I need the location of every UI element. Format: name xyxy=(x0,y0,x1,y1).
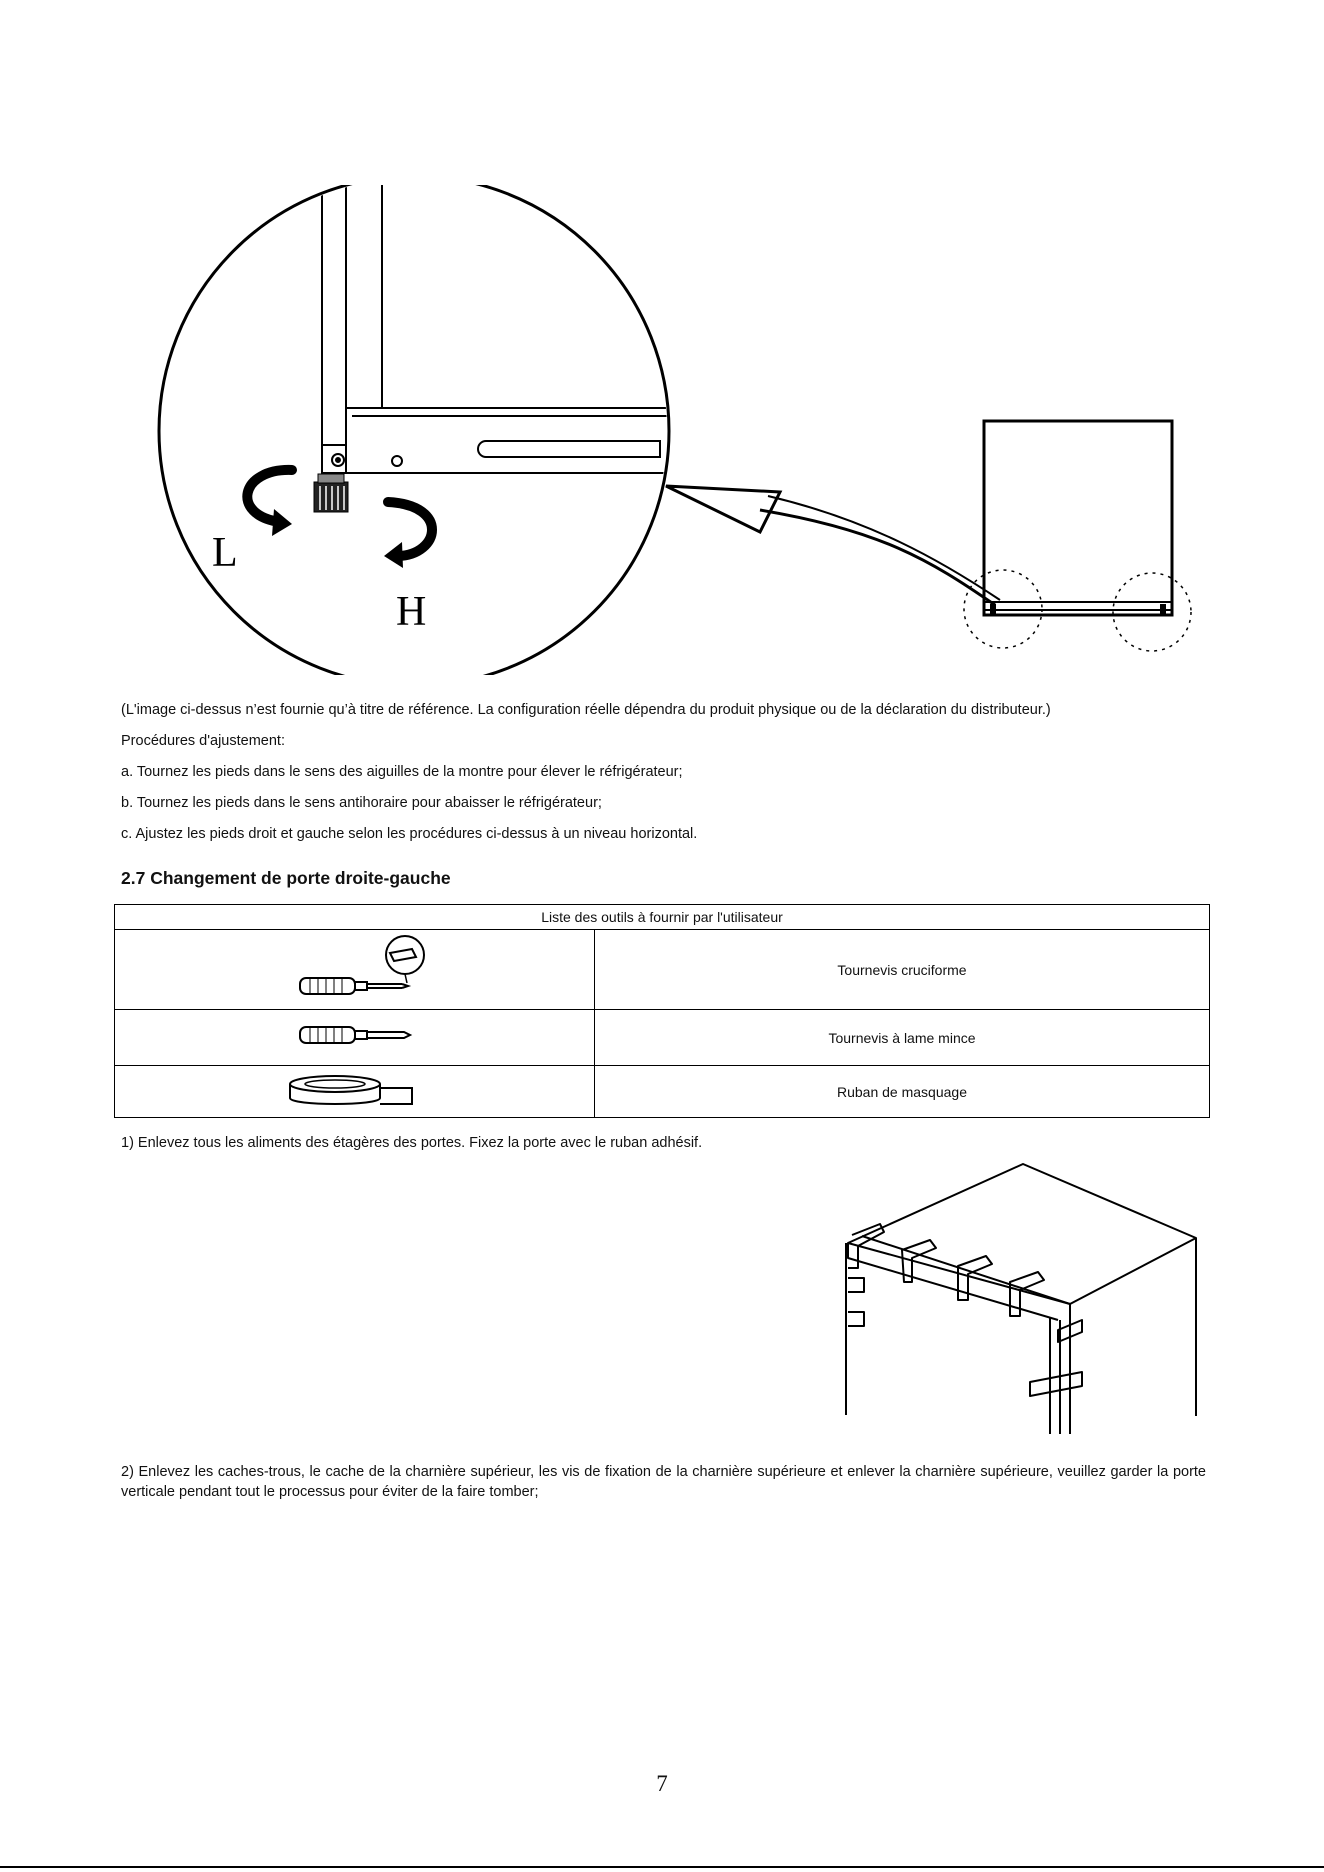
fridge-taped-illustration xyxy=(840,1160,1210,1440)
flat-screwdriver-icon xyxy=(280,1021,430,1051)
label-high: H xyxy=(396,589,427,635)
figure-caption: (L'image ci-dessus n’est fournie qu’à titre de référence. La configuration réelle dépendra du produit physique ou de la déclaration du distributeur.) xyxy=(121,702,1051,718)
table-row xyxy=(115,930,1210,1010)
leveling-feet-illustration xyxy=(150,185,1200,675)
step-2-text: 2) Enlevez les caches-trous, le cache de la charnière supérieur, les vis de fixation de la charnière supérieure et enlever la charnière supérieure, veuillez garder la porte verticale pendant tout le processus pour éviter de la faire tomber; xyxy=(121,1464,1206,1500)
tools-table xyxy=(114,904,1210,1118)
tools-table-header: Liste des outils à fournir par l'utilisateur xyxy=(115,905,1210,930)
tool-name-tape: Ruban de masquage xyxy=(595,1066,1210,1118)
procedure-step-c: c. Ajustez les pieds droit et gauche selon les procédures ci-dessus à un niveau horizontal. xyxy=(121,826,698,842)
phillips-screwdriver-icon xyxy=(280,933,430,1003)
procedure-step-b: b. Tournez les pieds dans le sens antihoraire pour abaisser le réfrigérateur; xyxy=(121,795,602,811)
leveling-foot xyxy=(314,482,348,512)
step-1-text: 1) Enlevez tous les aliments des étagères des portes. Fixez la porte avec le ruban adhésif. xyxy=(121,1135,703,1151)
footer-rule xyxy=(0,1866,1324,1868)
table-row xyxy=(115,1010,1210,1066)
page-number: 7 xyxy=(656,1771,668,1796)
tool-name-phillips: Tournevis cruciforme xyxy=(595,930,1210,1010)
label-low: L xyxy=(212,530,238,576)
table-row xyxy=(115,1066,1210,1118)
procedure-step-a: a. Tournez les pieds dans le sens des aiguilles de la montre pour élever le réfrigérateur; xyxy=(121,764,683,780)
procedures-title: Procédures d'ajustement: xyxy=(121,733,285,749)
masking-tape-icon xyxy=(280,1070,430,1110)
section-heading: 2.7 Changement de porte droite-gauche xyxy=(121,868,451,888)
tool-name-flat: Tournevis à lame mince xyxy=(595,1010,1210,1066)
fridge-outline xyxy=(984,421,1172,615)
